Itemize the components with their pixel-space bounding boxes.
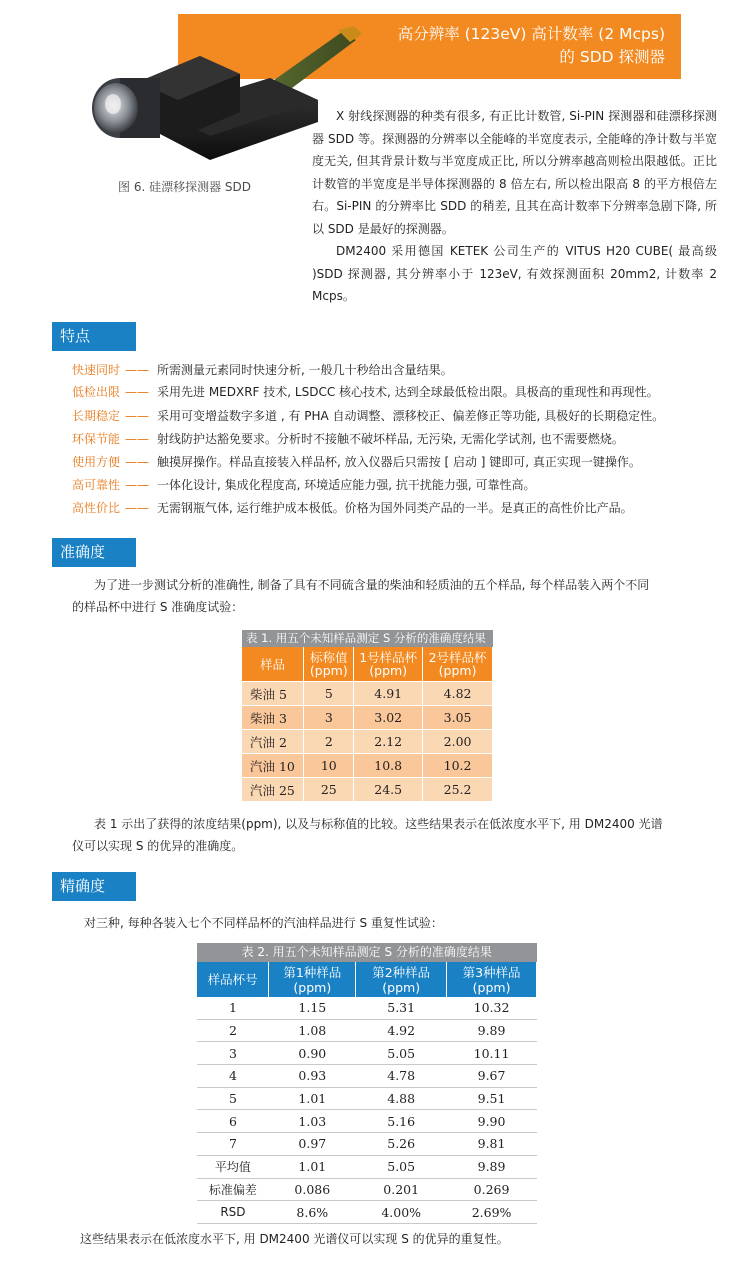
table-cell: RSD [197,1201,269,1224]
table-row [197,1019,537,1042]
feature-text: 采用先进 MEDXRF 技术, LSDCC 核心技术, 达到全球最低检出限。具极高的重现性和再现性。 [157,385,659,399]
precision-conclusion: 这些结果表示在低浓度水平下, 用 DM2400 光谱仪可以实现 S 的优异的重复性。 [80,1232,509,1246]
table-caption: 表 1. 用五个未知样品测定 S 分析的准确度结果 [242,630,493,647]
table-cell: 9.51 [447,1087,537,1110]
table-cell: 6 [197,1110,269,1133]
banner-title-line2: 的 SDD 探测器 [559,48,665,66]
table-cell: 5.05 [356,1042,447,1065]
table-cell: 10.32 [447,997,537,1019]
table-cell: 2 [197,1019,269,1042]
table-cell: 24.5 [354,778,423,802]
feature-dash: —— [125,432,149,446]
column-header-label: 1号样品杯 [359,650,418,665]
table-row [197,1178,537,1201]
table-cell: 10.2 [423,754,493,778]
table-cell: 1.08 [269,1019,356,1042]
accuracy-table [242,630,493,801]
section-header-features: 特点 [52,322,136,351]
table-cell: 平均值 [197,1155,269,1178]
table-row [242,754,493,778]
table-cell: 25.2 [423,778,493,802]
table-cell: 4.88 [356,1087,447,1110]
table-cell: 9.89 [447,1019,537,1042]
feature-label: 快速同时 [72,363,121,377]
feature-label: 环保节能 [72,432,121,446]
column-header-unit: (ppm) [472,979,511,995]
table-cell: 1.01 [269,1087,356,1110]
table-row [197,997,537,1019]
table-cell: 5.16 [356,1110,447,1133]
accuracy-intro-line2: 的样品杯中进行 S 准确度试验： [72,600,244,614]
table-cell: 4.92 [356,1019,447,1042]
table-row [197,1065,537,1088]
column-header [242,647,304,682]
table-cell: 汽油 2 [242,730,304,754]
table-cell: 4.91 [354,682,423,706]
feature-label: 低检出限 [72,385,121,399]
table-cell: 0.97 [269,1133,356,1156]
column-header-unit: (ppm) [382,979,421,995]
column-header [197,962,269,997]
table-cell: 9.90 [447,1110,537,1133]
table-cell: 0.269 [447,1178,537,1201]
table-row [242,730,493,754]
table-cell: 4.00% [356,1201,447,1224]
table-cell: 25 [304,778,354,802]
feature-text: 一体化设计, 集成化程度高, 环境适应能力强, 抗干扰能力强, 可靠性高。 [157,478,536,492]
table-caption: 表 2. 用五个未知样品测定 S 分析的准确度结果 [197,943,537,962]
table-cell: 10.8 [354,754,423,778]
table-cell: 10 [304,754,354,778]
feature-text: 无需钢瓶气体, 运行维护成本极低。价格为国外同类产品的一半。是真正的高性价比产品。 [157,501,633,515]
column-header [356,962,447,997]
column-header-unit: (ppm) [438,663,477,678]
column-header-unit: (ppm) [293,979,332,995]
table-cell: 0.90 [269,1042,356,1065]
accuracy-conclusion-line2: 仪可以实现 S 的优异的准确度。 [72,839,244,853]
precision-table [197,943,537,1224]
table-cell: 5.26 [356,1133,447,1156]
table-cell: 0.201 [356,1178,447,1201]
table-cell: 1.03 [269,1110,356,1133]
table-cell: 9.81 [447,1133,537,1156]
column-header-label: 第1种样品 [283,964,342,980]
column-header-label: 样品杯号 [207,972,258,987]
table-cell: 汽油 10 [242,754,304,778]
table-cell: 1.15 [269,997,356,1019]
table-cell: 7 [197,1133,269,1156]
section-header-precision: 精确度 [52,872,136,901]
table-cell: 标准偏差 [197,1178,269,1201]
table-cell: 0.93 [269,1065,356,1088]
feature-label: 高性价比 [72,501,121,515]
table-cell: 柴油 5 [242,682,304,706]
precision-intro: 对三种, 每种各装入七个不同样品杯的汽油样品进行 S 重复性试验： [84,916,443,930]
table-row [242,706,493,730]
column-header-label: 2号样品杯 [428,650,487,665]
table-row [197,1201,537,1224]
intro-text [312,105,717,308]
feature-text: 采用可变增益数字多道 , 有 PHA 自动调整、漂移校正、偏差修正等功能, 具极好的长期稳定性。 [157,409,665,423]
table-cell: 9.67 [447,1065,537,1088]
table-cell: 4.78 [356,1065,447,1088]
table-cell: 5 [197,1087,269,1110]
table-cell: 8.6% [269,1201,356,1224]
table-cell: 0.086 [269,1178,356,1201]
feature-item [72,381,659,403]
feature-label: 长期稳定 [72,409,121,423]
table-cell: 4.82 [423,682,493,706]
feature-dash: —— [125,478,149,492]
table-row [197,1133,537,1156]
table-cell: 3.05 [423,706,493,730]
table-row [197,1042,537,1065]
table-cell: 5 [304,682,354,706]
feature-label: 使用方便 [72,455,121,469]
feature-item [72,359,453,381]
banner-title-line1: 高分辨率 (123eV) 高计数率 (2 Mcps) [397,25,665,43]
column-header-label: 第2种样品 [372,964,431,980]
table-cell: 10.11 [447,1042,537,1065]
feature-item [72,428,624,450]
intro-paragraph: X 射线探测器的种类有很多, 有正比计数管, Si-PIN 探测器和硅漂移探测器 SDD 等。探测器的分辨率以全能峰的半宽度表示, 全能峰的净计数与半宽度无关, 但其背景计数与半宽度成正比, 所以分辨率越高则检出限越低。正比计数管的半宽度是半导体探测器的 8 倍左右, 所以检出限高 8 的平方根倍左右。Si-PIN 的分辨率比 SDD 的稍差, 且其在高计数率下分辨率急剧下降, 所以 SDD 是最好的探测器。 [312,109,717,236]
column-header [304,647,354,682]
column-header [269,962,356,997]
accuracy-conclusion-line1: 表 1 示出了获得的浓度结果(ppm), 以及与标称值的比较。这些结果表示在低浓度水平下, 用 DM2400 光谱 [94,817,663,831]
feature-dash: —— [125,409,149,423]
column-header-unit: (ppm) [369,663,408,678]
table-cell: 2 [304,730,354,754]
intro-paragraph: DM2400 采用德国 KETEK 公司生产的 VITUS H20 CUBE( 最高级 )SDD 探测器, 其分辨率小于 123eV, 有效探测面积 20mm2, 计数率 2 Mcps。 [312,244,717,303]
feature-item [72,497,633,519]
column-header [354,647,423,682]
column-header-label: 样品 [260,656,286,672]
table-cell: 汽油 25 [242,778,304,802]
table-cell: 2.12 [354,730,423,754]
table-cell: 柴油 3 [242,706,304,730]
feature-text: 射线防护达豁免要求。分析时不接触不破坏样品, 无污染, 无需化学试剂, 也不需要燃烧。 [157,432,624,446]
feature-label: 高可靠性 [72,478,121,492]
table-cell: 4 [197,1065,269,1088]
table-cell: 2.00 [423,730,493,754]
table-cell: 1.01 [269,1155,356,1178]
table-cell: 3 [304,706,354,730]
section-header-accuracy: 准确度 [52,538,136,567]
feature-dash: —— [125,363,149,377]
feature-text: 触摸屏操作。样品直接装入样品杯, 放入仪器后只需按 [ 启动 ] 键即可, 真正实现一键操作。 [157,455,641,469]
feature-item [72,474,536,496]
table-cell: 5.31 [356,997,447,1019]
column-header-label: 标称值 [310,650,348,665]
column-header [447,962,537,997]
feature-dash: —— [125,455,149,469]
feature-item [72,451,641,473]
table-cell: 5.05 [356,1155,447,1178]
table-cell: 3 [197,1042,269,1065]
column-header-label: 第3种样品 [462,964,521,980]
figure-caption: 图 6. 硅漂移探测器 SDD [118,180,251,194]
table-cell: 3.02 [354,706,423,730]
feature-item [72,405,664,427]
table-row [197,1087,537,1110]
column-header [423,647,493,682]
table-cell: 2.69% [447,1201,537,1224]
feature-text: 所需测量元素同时快速分析, 一般几十秒给出含量结果。 [157,363,453,377]
table-row [242,682,493,706]
table-cell: 9.89 [447,1155,537,1178]
table-row [197,1110,537,1133]
accuracy-intro-line1: 为了进一步测试分析的准确性, 制备了具有不同硫含量的柴油和轻质油的五个样品, 每个样品装入两个不同 [94,578,650,592]
feature-dash: —— [125,385,149,399]
table-cell: 1 [197,997,269,1019]
table-row [242,778,493,802]
column-header-unit: (ppm) [309,663,348,678]
table-row [197,1155,537,1178]
feature-dash: —— [125,501,149,515]
